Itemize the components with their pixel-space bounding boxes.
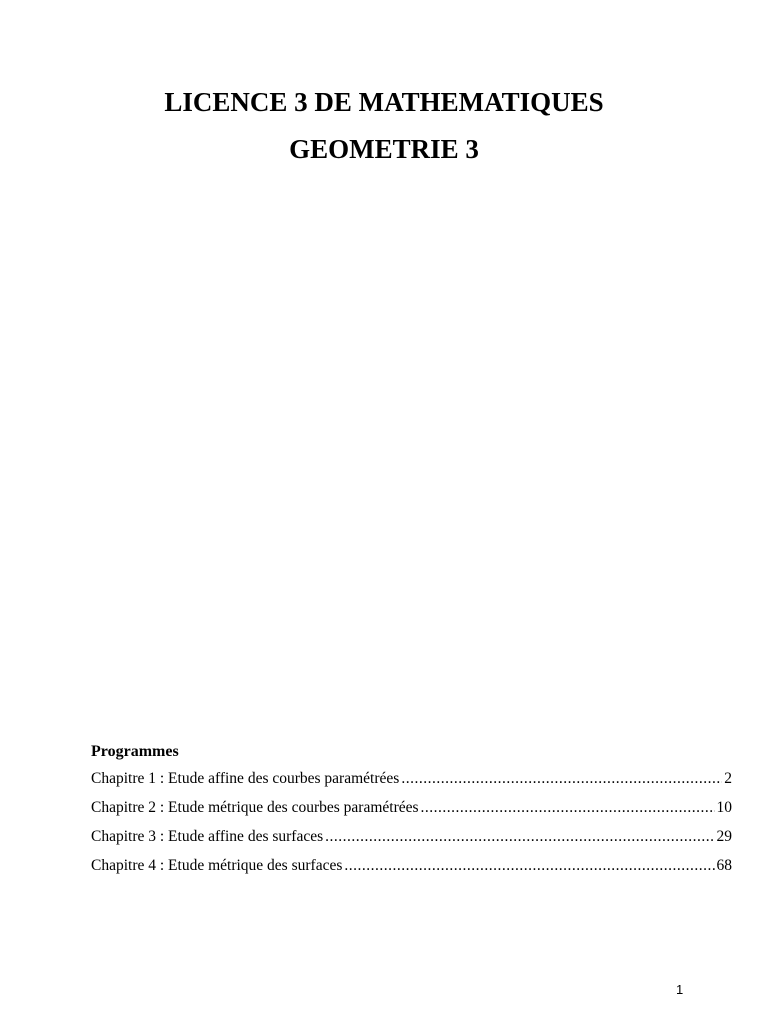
toc-entry-page: 2 [724,770,732,787]
toc-leader-dots [421,798,715,818]
toc-leader-dots [401,769,722,789]
toc-entry-page: 68 [716,857,732,874]
table-of-contents [91,740,732,885]
toc-entry-label: Chapitre 4 : Etude métrique des surfaces [91,857,343,874]
toc-entry-label: Chapitre 3 : Etude affine des surfaces [91,828,324,845]
toc-entry-chapter-1[interactable] [91,769,732,798]
toc-entry-page: 10 [716,799,732,816]
page-number: 1 [676,982,684,997]
toc-leader-dots [344,856,714,876]
toc-entry-chapter-3[interactable] [91,827,732,856]
toc-entry-label: Chapitre 2 : Etude métrique des courbes paramétrées [91,799,419,816]
document-subtitle: GEOMETRIE 3 [289,134,479,164]
toc-entry-page: 29 [716,828,732,845]
toc-entry-label: Chapitre 1 : Etude affine des courbes paramétrées [91,770,400,787]
toc-entry-chapter-2[interactable] [91,798,732,827]
toc-entry-chapter-4[interactable] [91,856,732,885]
toc-heading: Programmes [91,743,179,760]
document-title: LICENCE 3 DE MATHEMATIQUES [164,87,604,117]
toc-leader-dots [325,827,714,847]
